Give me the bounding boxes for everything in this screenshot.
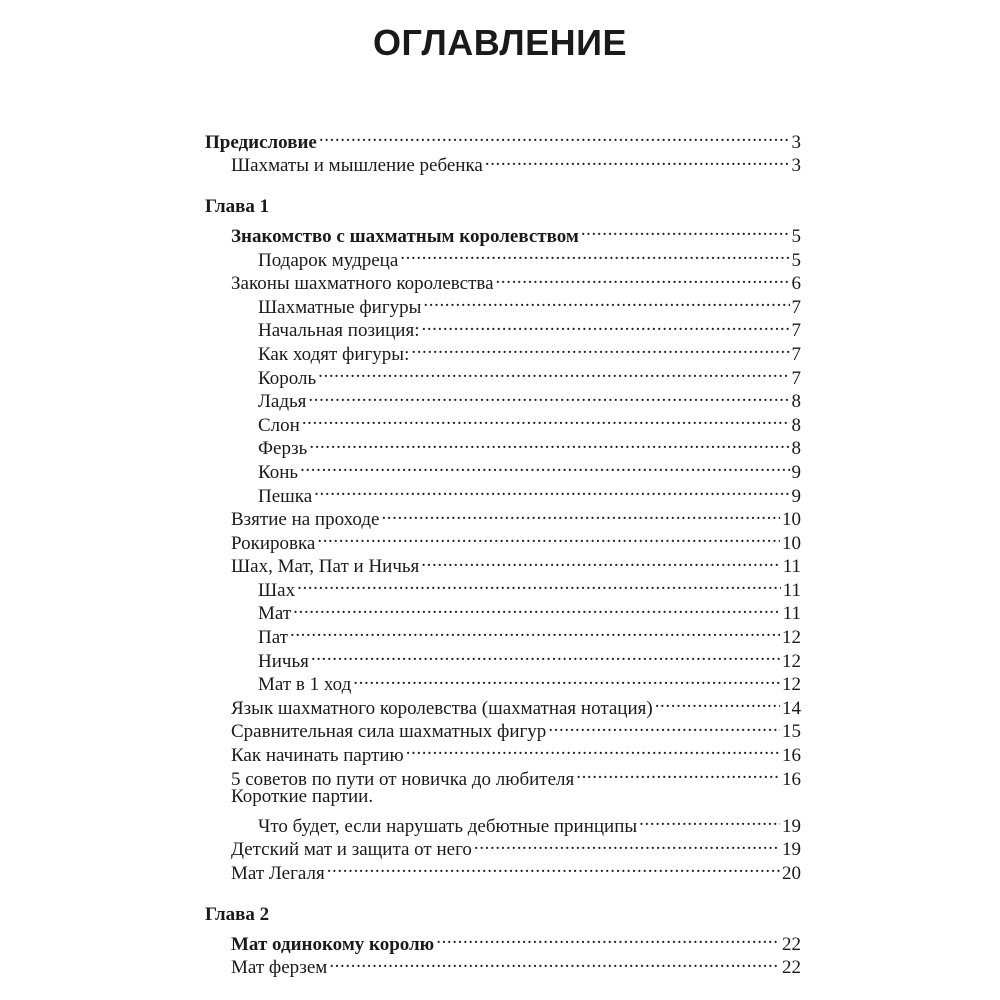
- dot-leader: [474, 832, 780, 856]
- toc-entry-page: 7: [791, 367, 801, 389]
- dot-leader: [485, 148, 790, 172]
- dot-leader: [318, 360, 789, 384]
- toc-entry-page: 8: [791, 438, 801, 460]
- toc-entry-label: Мат в 1 ход: [258, 674, 352, 696]
- toc-entry-page: 22: [782, 957, 801, 979]
- toc-entry-label: Шах, Мат, Пат и Ничья: [231, 556, 420, 578]
- dot-leader: [302, 407, 790, 431]
- toc-entry-page: 5: [791, 225, 801, 247]
- toc-entry-page: 11: [782, 579, 801, 601]
- toc-entry-page: 19: [782, 815, 801, 837]
- toc-entry-label: Ферзь: [258, 438, 308, 460]
- toc-entry-page: 12: [782, 627, 801, 649]
- toc-entry-page: 12: [782, 650, 801, 672]
- toc-entry-page: 12: [782, 674, 801, 696]
- toc-entry-label: Что будет, если нарушать дебютные принципы: [258, 815, 638, 837]
- dot-leader: [436, 926, 780, 950]
- dot-leader: [353, 667, 780, 691]
- toc-entry: [205, 124, 801, 153]
- dot-leader: [308, 384, 789, 408]
- toc-entry-page: 14: [782, 697, 801, 719]
- dot-leader: [639, 808, 780, 832]
- dot-leader: [581, 218, 790, 242]
- toc-entry-label: Глава 1: [205, 195, 270, 217]
- toc-entry-label: Мат Легаля: [231, 863, 325, 884]
- toc-entry-page: 7: [791, 343, 801, 365]
- toc-entry: [205, 926, 801, 955]
- toc-entry-page: 11: [782, 603, 801, 625]
- dot-leader: [319, 124, 790, 148]
- dot-leader: [496, 266, 790, 290]
- dot-leader: [314, 478, 789, 502]
- toc-entry-page: 7: [791, 320, 801, 342]
- dot-leader: [400, 242, 789, 266]
- toc-entry-page: 16: [782, 745, 801, 767]
- toc-entry-label: Как начинать партию: [231, 745, 404, 767]
- toc-entry-label: Взятие на проходе: [231, 509, 380, 531]
- dot-leader: [311, 643, 780, 667]
- toc-entry-label: Как ходят фигуры:: [258, 343, 410, 365]
- toc-entry-label: Пат: [258, 627, 288, 649]
- dot-leader: [381, 502, 780, 526]
- toc-entry-label: Детский мат и защита от него: [231, 839, 472, 861]
- toc-entry-label: Мат ферзем: [231, 957, 328, 979]
- dot-leader: [317, 525, 780, 549]
- toc-entry-label: Слон: [258, 414, 300, 436]
- toc-entry-label: Сравнительная сила шахматных фигур: [231, 721, 547, 743]
- toc-entry-label: Конь: [258, 461, 299, 483]
- toc-entry-page: 8: [791, 391, 801, 413]
- toc-entry-label: Ничья: [258, 650, 309, 672]
- toc-entry-label: Мат: [258, 603, 292, 625]
- toc-entry-label: Шах: [258, 579, 296, 601]
- dot-leader: [297, 572, 781, 596]
- toc-entry-page: 20: [782, 863, 801, 884]
- toc-entry: [205, 643, 801, 672]
- dot-leader: [576, 761, 780, 785]
- toc-entry-label: Мат одинокому королю: [231, 933, 435, 955]
- chapter-heading: [205, 903, 801, 927]
- toc-entry-label: Шахматы и мышление ребенка: [231, 155, 483, 177]
- toc-entry-label: Ладья: [258, 391, 307, 413]
- dot-leader: [423, 289, 789, 313]
- dot-leader: [290, 619, 780, 643]
- chapter-heading: [205, 195, 801, 219]
- toc-entry: [205, 808, 801, 837]
- page-title: ОГЛАВЛЕНИЕ: [372, 22, 628, 63]
- dot-leader: [411, 336, 789, 360]
- toc-entry-page: 3: [791, 155, 801, 177]
- toc-entry-label: 5 советов по пути от новичка до любителя: [231, 768, 575, 790]
- toc-entry-page: 11: [782, 556, 801, 578]
- toc-entry-page: 15: [782, 721, 801, 743]
- toc-entry-page: 22: [782, 933, 801, 955]
- toc-entry-page: 5: [791, 249, 801, 271]
- toc-entry-label: Глава 2: [205, 903, 270, 925]
- toc-entry: [205, 619, 801, 649]
- toc-entry-label: Законы шахматного королевства: [231, 273, 494, 295]
- toc-entry-page: 7: [791, 296, 801, 318]
- toc-entry-label: Подарок мудреца: [258, 249, 399, 271]
- dot-leader: [406, 737, 780, 761]
- toc-entry-label: Короткие партии.: [231, 785, 374, 807]
- dot-leader: [327, 855, 780, 879]
- toc-entry-page: 19: [782, 839, 801, 861]
- dot-leader: [421, 549, 780, 573]
- dot-leader: [293, 596, 781, 620]
- table-of-contents: [205, 124, 801, 979]
- toc-entry: [205, 596, 801, 625]
- dot-leader: [329, 950, 780, 974]
- toc-entry-label: Предисловие: [205, 131, 317, 153]
- toc-entry-label: Шахматные фигуры: [258, 296, 422, 318]
- toc-entry-page: 8: [791, 414, 801, 436]
- toc-entry: [205, 218, 801, 247]
- toc-entry-page: 10: [782, 509, 801, 531]
- toc-entry-page: 16: [782, 768, 801, 790]
- toc-entry-page: 3: [791, 131, 801, 153]
- toc-entry-page: 10: [782, 532, 801, 554]
- toc-entry-label: Рокировка: [231, 532, 316, 554]
- dot-leader: [300, 454, 789, 478]
- toc-entry-label: Пешка: [258, 485, 313, 507]
- toc-entry-label: Язык шахматного королевства (шахматная нотация): [231, 697, 653, 719]
- dot-leader: [548, 714, 780, 738]
- toc-entry-page: 9: [791, 485, 801, 507]
- toc-entry-page: 9: [791, 461, 801, 483]
- dot-leader: [421, 313, 789, 337]
- dot-leader: [655, 690, 780, 714]
- toc-entry-label: Начальная позиция:: [258, 320, 420, 342]
- dot-leader: [309, 431, 789, 455]
- toc-entry-label: Король: [258, 367, 317, 389]
- toc-entry-label: Знакомство с шахматным королевством: [231, 225, 579, 247]
- toc-entry-page: 6: [791, 273, 801, 295]
